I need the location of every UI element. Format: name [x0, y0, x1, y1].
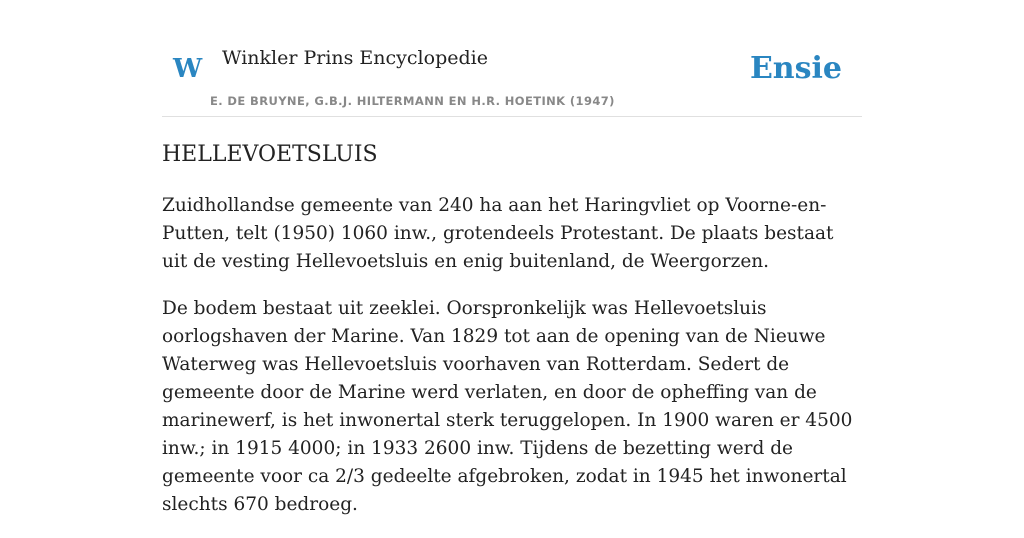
- article-title: HELLEVOETSLUIS: [162, 142, 378, 167]
- page-content: [162, 0, 862, 515]
- article-paragraph: Zuidhollandse gemeente van 240 ha aan het Haringvliet op Voorne-en-Putten, telt (1950) 1060 inw., grotendeels Protestant. De plaats bestaat uit de vesting Hellevoetsluis en enig buitenland, de Weergorzen.: [162, 195, 834, 272]
- source-logo[interactable]: W: [173, 54, 203, 84]
- source-authors: E. DE BRUYNE, G.B.J. HILTERMANN EN H.R. HOETINK (1947): [210, 94, 615, 108]
- source-title-link[interactable]: Winkler Prins Encyclopedie: [222, 47, 488, 69]
- brand-logo-link[interactable]: Ensie: [749, 51, 842, 86]
- article-body: [162, 192, 862, 538]
- source-header: [162, 0, 862, 117]
- article-paragraph: De bodem bestaat uit zeeklei. Oorspronkelijk was Hellevoetsluis oorlogshaven der Marine. Van 1829 tot aan de opening van de Nieuwe Waterweg was Hellevoetsluis voorhaven van Rotterdam. Sedert de gemeente door de Marine werd verlaten, en door de opheffing van de marinewerf, is het inwonertal sterk teruggelopen. In 1900 waren er 4500 inw.; in 1915 4000; in 1933 2600 inw. Tijdens de bezetting werd de gemeente voor ca 2/3 gedeelte afgebroken, zodat in 1945 het inwonertal slechts 670 bedroeg.: [162, 298, 853, 515]
